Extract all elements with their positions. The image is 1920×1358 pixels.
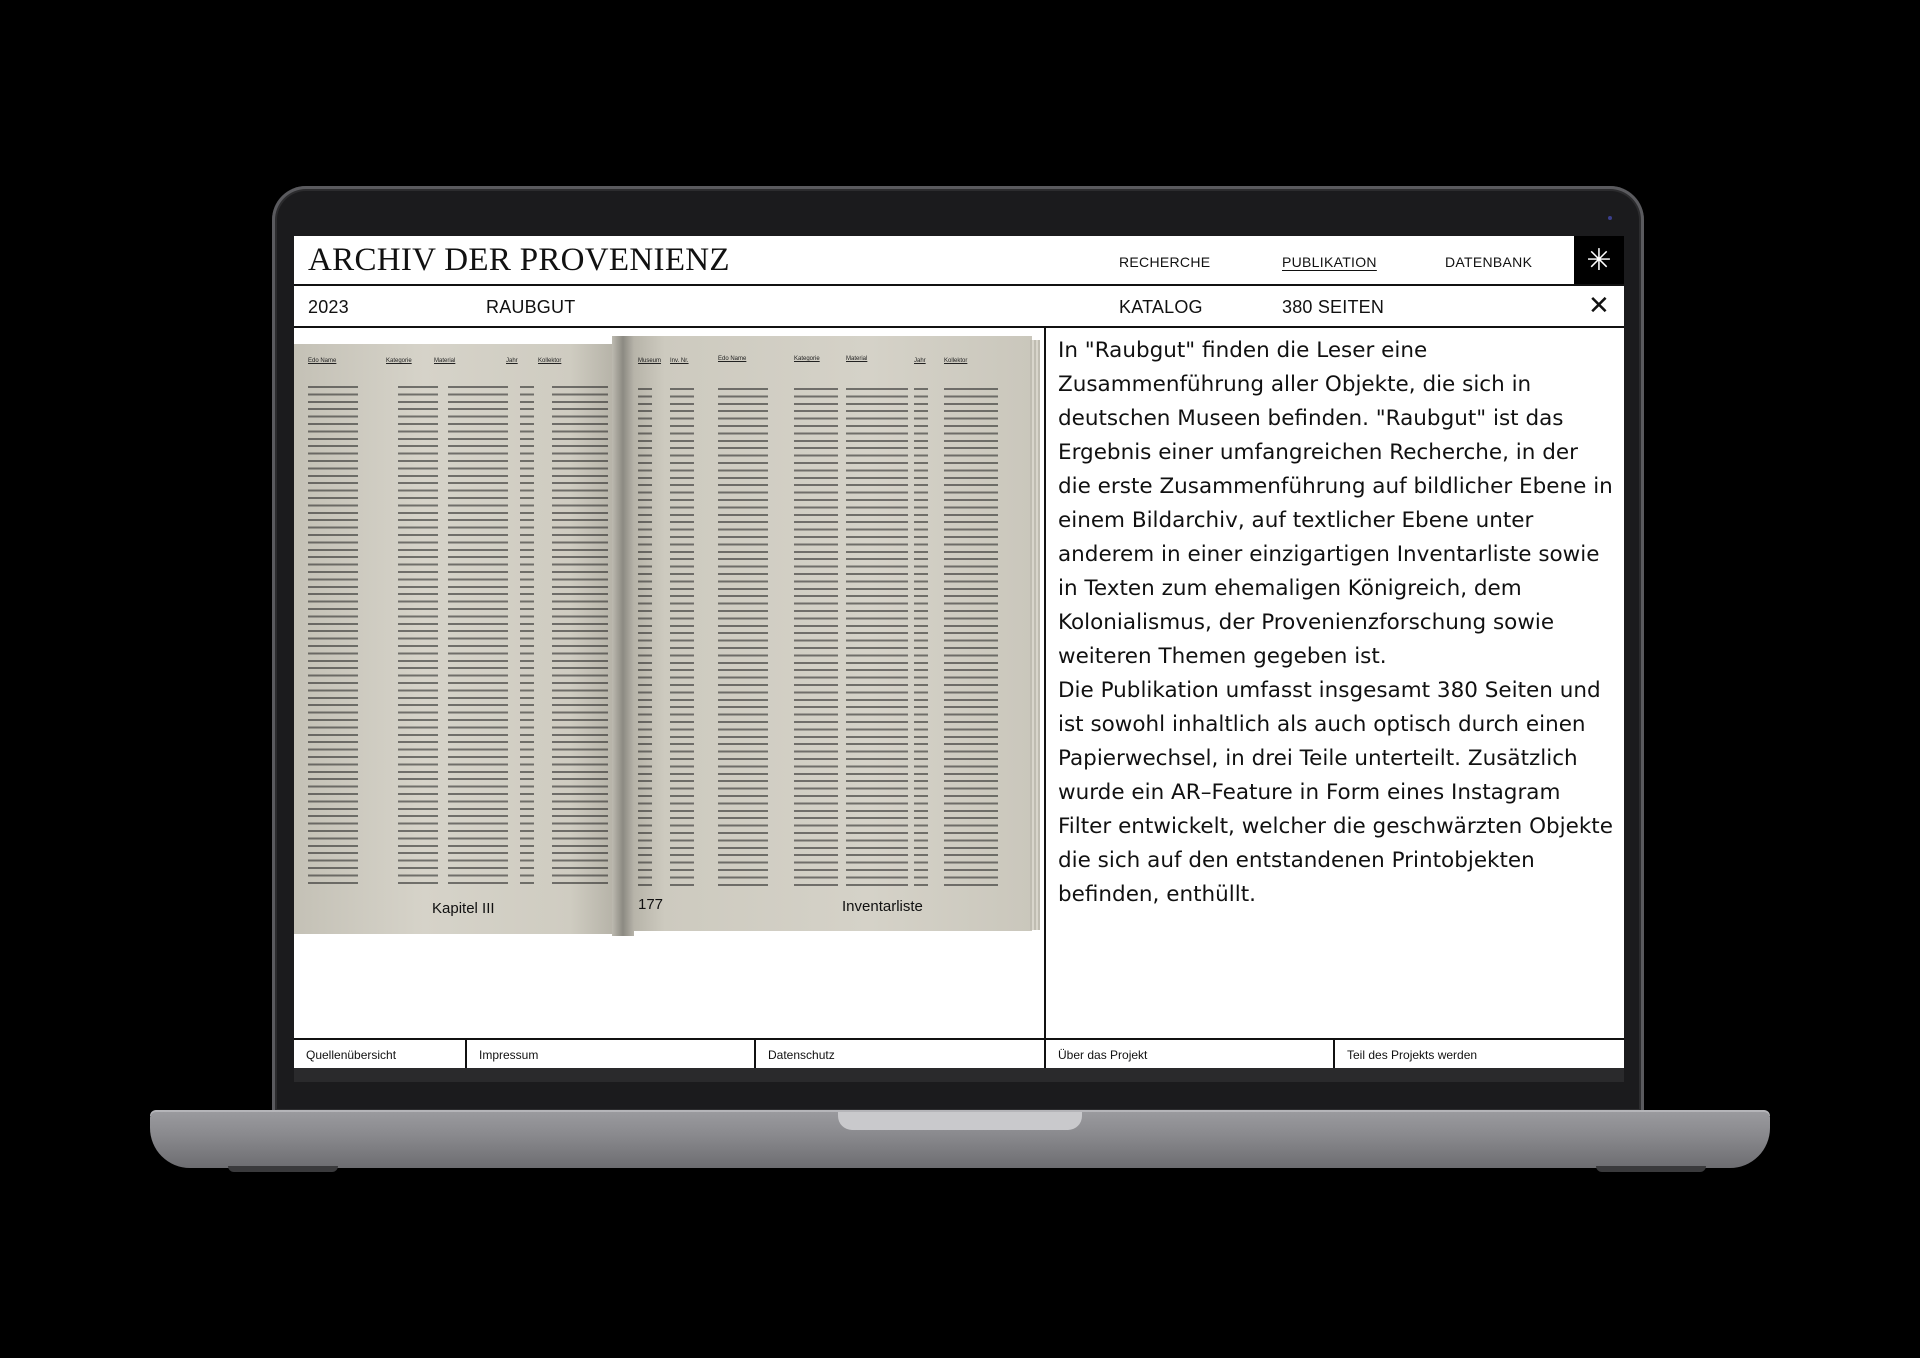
footer-link-label: Impressum [479,1048,539,1062]
main-content [294,328,1624,1038]
book-spine [612,336,634,936]
camera-dot [1608,216,1612,220]
book-left-header: Kategorie [386,358,412,364]
info-bar [294,286,1624,328]
book-table-text [638,388,998,888]
site-title[interactable]: ARCHIV DER PROVENIENZ [308,242,730,278]
nav-publikation[interactable]: PUBLIKATION [1282,254,1377,270]
footer-link-label: Über das Projekt [1058,1048,1148,1062]
book-right-header: Inv. Nr. [670,358,689,364]
info-title: RAUBGUT [486,297,576,317]
asterisk-icon[interactable]: ✳ [1574,236,1624,284]
screen [294,236,1624,1068]
close-icon[interactable]: ✕ [1588,290,1610,320]
top-bar [294,236,1624,286]
book-right-header: Kollektor [944,358,968,364]
book-left-header: Jahr [506,358,518,364]
book-right-header: Edo Name [718,356,747,362]
book-right-header: Kategorie [794,356,820,362]
book-left-header: Kollektor [538,358,562,364]
info-type: KATALOG [1119,297,1203,317]
info-year: 2023 [308,297,349,317]
book-left-header: Edo Name [308,358,337,364]
footer-link-teilnehmen[interactable] [1335,1040,1624,1068]
book-image [294,336,1044,936]
footer-link-projekt[interactable] [1046,1040,1335,1068]
book-right-header: Jahr [914,358,926,364]
footer-link-quellen[interactable] [294,1040,467,1068]
nav-datenbank[interactable]: DATENBANK [1445,254,1533,270]
book-left-footer: Kapitel III [432,900,495,917]
footer-link-label: Teil des Projekts werden [1347,1048,1478,1062]
laptop-thumb-notch [838,1112,1082,1130]
book-right-header: Museum [638,358,662,364]
book-page-number: 177 [638,896,664,913]
footer-link-impressum[interactable] [467,1040,756,1068]
nav-recherche[interactable]: RECHERCHE [1119,254,1211,270]
laptop-foot-left [228,1166,338,1172]
book-left-header: Material [434,358,456,364]
book-page-edges [1030,340,1040,930]
laptop-foot-right [1596,1166,1706,1172]
book-table-text [308,386,608,886]
publication-description: In "Raubgut" finden die Leser eine Zusammenführung aller Objekte, die sich in deutschen Museen befinden. "Raubgut" ist das Ergebnis einer umfangreichen Recherche, in der die erste Zusammenführung auf bildlicher Ebene in einem Bildarchiv, auf textlicher Ebene unter anderem in einer einzigartigen Inventarliste sowie in Texten zum ehemaligen Königreich, dem Kolonialismus, der Provenienzforschung sowie weiteren Themen gegeben ist. Die Publikation umfasst insgesamt 380 Seiten und ist sowohl inhaltlich als auch optisch durch einen Papierwechsel, in drei Teile unterteilt. Zusätzlich wurde ein AR–Feature in Form eines Instagram Filter entwickelt, welcher die geschwärzten Objekte die sich auf den entstandenen Printobjekten befinden, enthüllt. [1058,338,1613,907]
footer-link-label: Datenschutz [768,1048,835,1062]
footer-link-datenschutz[interactable] [756,1040,1046,1068]
info-pages: 380 SEITEN [1282,297,1385,317]
footer-bar [294,1038,1624,1068]
screen-bezel-bottom [294,1068,1624,1082]
book-right-footer: Inventarliste [842,898,923,915]
footer-link-label: Quellenübersicht [306,1048,397,1062]
book-right-header: Material [846,356,868,362]
